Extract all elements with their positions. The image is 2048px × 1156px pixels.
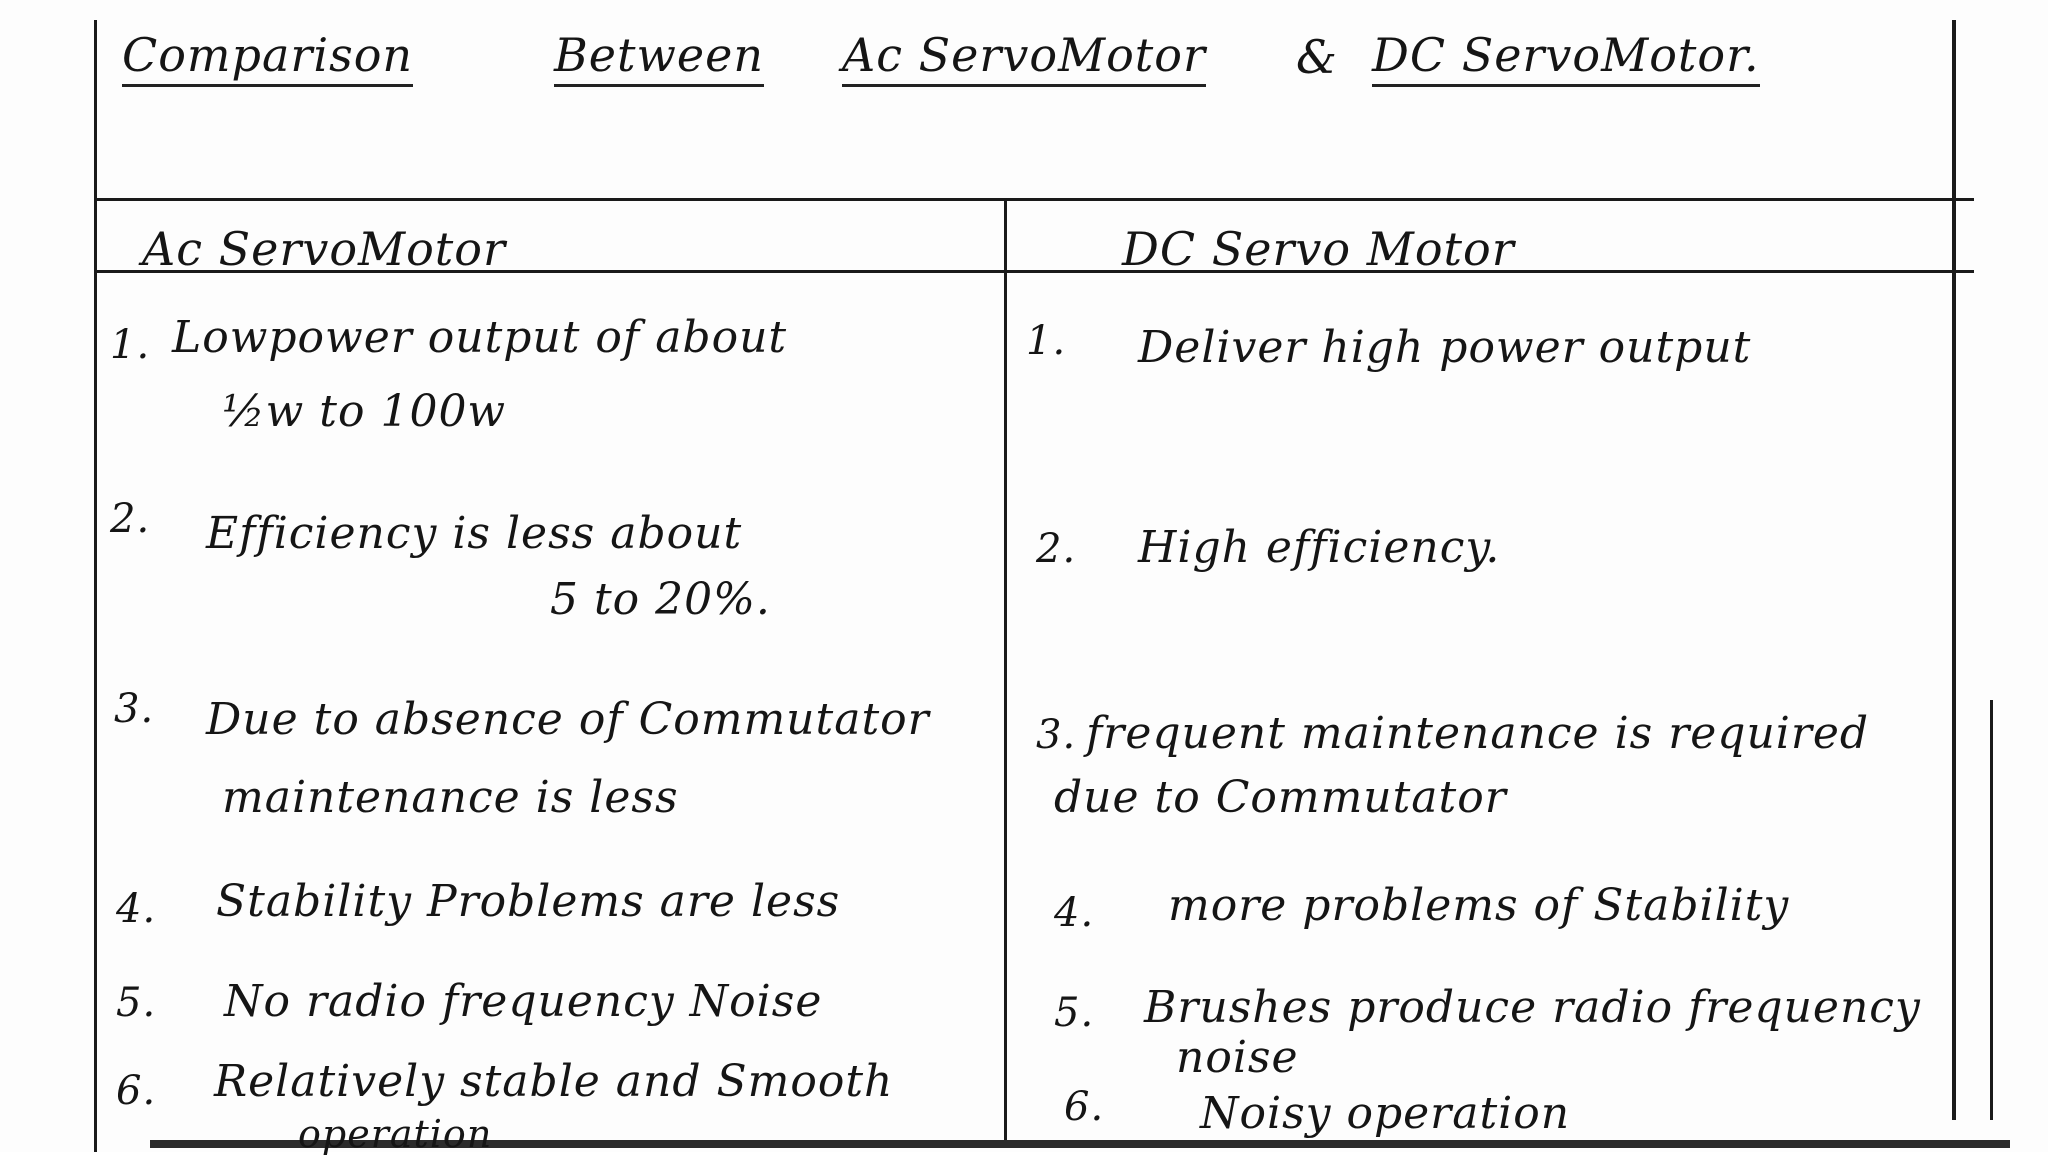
right-item-2-line1: High efficiency. (1138, 522, 1501, 573)
right-item-4-number: 4. (1054, 890, 1095, 936)
right-item-1-number: 1. (1026, 318, 1067, 364)
right-border-line (1952, 20, 1956, 1120)
right-item-6-number: 6. (1064, 1084, 1105, 1130)
left-item-2-line1: Efficiency is less about (206, 508, 743, 559)
left-item-5-number: 5. (116, 980, 157, 1026)
column-header-dc: DC Servo Motor (1122, 222, 1515, 276)
right-item-6-line1: Noisy operation (1200, 1088, 1571, 1139)
right-item-3-number: 3. (1036, 712, 1077, 758)
right-item-5-number: 5. (1054, 990, 1095, 1036)
left-item-1-line2: ½w to 100w (222, 386, 507, 437)
title-word-between: Between (554, 28, 764, 87)
left-item-3-line2: maintenance is less (222, 772, 679, 823)
left-item-6-line2: operation (298, 1112, 493, 1156)
right-item-2-number: 2. (1036, 526, 1077, 572)
column-header-ac: Ac ServoMotor (142, 222, 506, 276)
left-item-3-number: 3. (114, 686, 155, 732)
left-item-2-line2: 5 to 20%. (550, 574, 771, 625)
right-border-line-lower (1990, 700, 1993, 1120)
left-item-3-line1: Due to absence of Commutator (206, 694, 930, 745)
left-item-5-line1: No radio frequency Noise (224, 976, 823, 1027)
left-item-2-number: 2. (110, 496, 151, 542)
right-item-4-line1: more problems of Stability (1168, 880, 1790, 931)
left-item-6-line1: Relatively stable and Smooth (214, 1056, 894, 1107)
left-item-1-line1: Lowpower output of about (172, 312, 788, 363)
column-divider-line (1004, 200, 1007, 1140)
title-word-comparison: Comparison (122, 28, 413, 87)
title-dc-servomotor: DC ServoMotor. (1372, 28, 1760, 87)
right-item-5-line1: Brushes produce radio frequency (1144, 982, 1921, 1033)
left-border-line (94, 20, 97, 1152)
right-item-3-line2: due to Commutator (1054, 772, 1507, 823)
left-item-4-line1: Stability Problems are less (216, 876, 841, 927)
title-ampersand: & (1296, 30, 1338, 84)
left-item-1-number: 1. (110, 322, 151, 368)
right-item-5-line2: noise (1176, 1032, 1299, 1083)
left-item-6-number: 6. (116, 1068, 157, 1114)
right-item-1-line1: Deliver high power output (1138, 322, 1752, 373)
title-separator-line (94, 198, 1974, 201)
title-ac-servomotor: Ac ServoMotor (842, 28, 1206, 87)
right-item-3-line1: frequent maintenance is required (1086, 708, 1870, 759)
left-item-4-number: 4. (116, 886, 157, 932)
